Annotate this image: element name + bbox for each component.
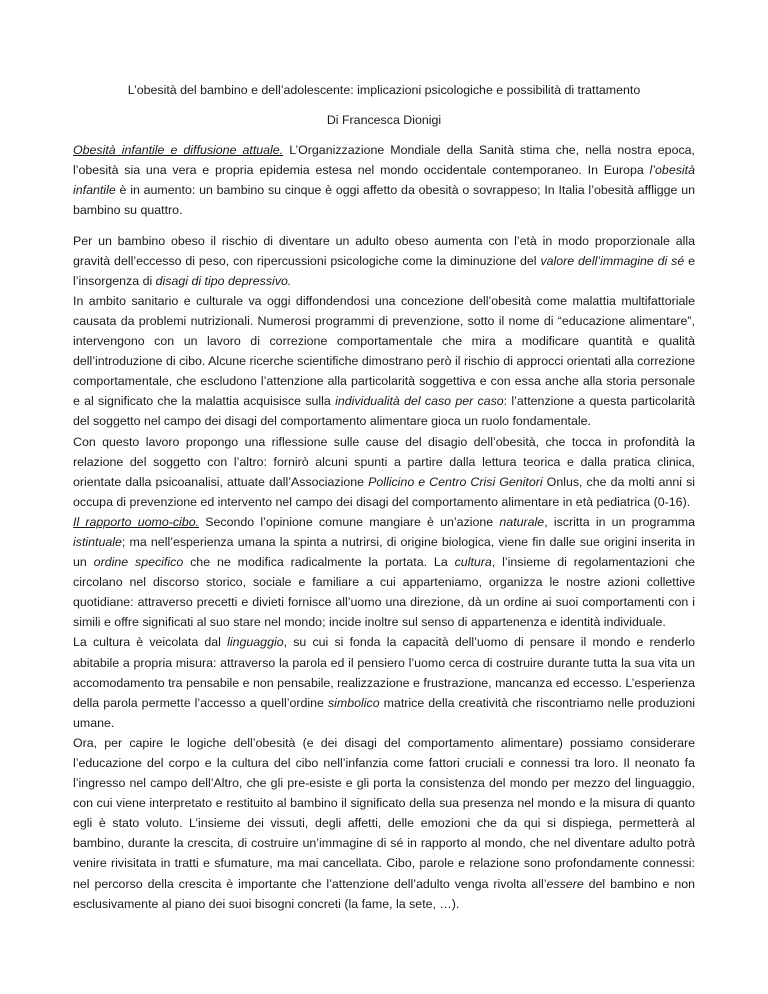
text-span: In ambito sanitario e culturale va oggi diffondendosi una concezione dell’obesità come malattia multifattoriale causata da problemi nutrizionali. Numerosi programmi di prevenzione, sotto il nome di “educazione alimentare”, intervengono con un lavoro di correzione comportamentale che mira a modificare quantità e qualità dell’introduzione di cibo. Alcune ricerche scientifiche dimostrano però il rischio di approcci orientati alla correzione comportamentale, che escludono l’attenzione alla particolarità soggettiva e con essa anche alla storia personale e al significato che la malattia acquisisce sulla bbox=[73, 293, 695, 409]
text-span: L’Organizzazione Mondiale della Sanità stima che, nella nostra epoca, l’obesità sia una vera e propria epidemia estesa nel mondo occidentale contemporaneo. In Europa bbox=[73, 143, 695, 178]
document-author: Di Francesca Dionigi bbox=[326, 113, 442, 128]
text-span: matrice della creatività che riscontriamo nelle produzioni umane. bbox=[73, 695, 695, 730]
paragraph-risk bbox=[73, 231, 695, 291]
paragraph-proposal bbox=[73, 432, 695, 512]
text-span: , su cui si fonda la capacità dell’uomo di pensare il mondo e renderlo abitabile a propria misura: attraverso la parola ed il pensiero l’uomo cerca di costruire durante tutta la sua vita un accomodamento tra pensabile e non pensabile, realizzazione e frustrazione, mancanza ed eccesso. L’esperienza della parola permette l’accesso a quell’ordine bbox=[73, 635, 695, 710]
paragraph-education bbox=[73, 733, 695, 914]
italic-span: ordine specifico bbox=[93, 555, 184, 570]
text-span: Onlus, che da molti anni si occupa di prevenzione ed intervento nel campo dei disagi del comportamento alimentare in età pediatrica (0-16). bbox=[73, 474, 696, 509]
paragraph-man-food bbox=[73, 512, 695, 633]
italic-span: linguaggio bbox=[227, 635, 284, 650]
text-span: che ne modifica radicalmente la portata. La bbox=[183, 555, 455, 570]
text-span: Con questo lavoro propongo una riflessione sulle cause del disagio dell’obesità, che tocca in profondità la relazione del soggetto con l’altro: fornirò alcuni spunti a partire dalla lettura teorica e dalla pratica clinica, orientate dalla psicoanalisi, attuate dall’Associazione bbox=[73, 434, 695, 489]
paragraph-health-context bbox=[73, 291, 695, 432]
italic-span: individualità del caso per caso bbox=[335, 394, 504, 409]
italic-span: l’obesità infantile bbox=[73, 163, 695, 198]
document-title: L’obesità del bambino e dell’adolescente: implicazioni psicologiche e possibilità di trattamento bbox=[127, 83, 641, 97]
paragraph-intro bbox=[73, 140, 695, 220]
text-span: ; ma nell’esperienza umana la spinta a nutrirsi, di origine biologica, viene fin dalle sue origini inserita in un bbox=[73, 534, 695, 570]
italic-span: disagi di tipo depressivo. bbox=[155, 273, 292, 288]
text-span: Ora, per capire le logiche dell’obesità (e dei disagi del comportamento alimentare) possiamo considerare l’educazione del corpo e la cultura del cibo nell’infanzia come fattori cruciali e connessi tra loro. Il neonato fa l’ingresso nel campo dell’Altro, che gli pre-esiste e gli porta la consistenza del mondo per mezzo del linguaggio, con cui viene interpretato e restituito al bambino il significato della sua presenza nel mondo e la misura di quanto egli è stato voluto. L’insieme dei vissuti, degli affetti, delle emozioni che da qui si dispiega, permetterà al bambino, durante la crescita, di costruire un’immagine di sé in rapporto al mondo, che nel diventare adulto potrà venire rivisitata in tratti e sfumature, ma mai cancellata. Cibo, parole e relazione sono profondamente connessi: nel percorso della crescita è importante che l’attenzione dell’adulto venga rivolta all’ bbox=[73, 735, 695, 891]
paragraph-language bbox=[73, 632, 695, 732]
italic-span: valore dell’immagine di sé bbox=[540, 253, 685, 268]
section-heading-obesity: Obesità infantile e diffusione attuale. bbox=[73, 143, 284, 158]
italic-span: essere bbox=[546, 876, 584, 891]
text-span: La cultura è veicolata dal bbox=[73, 635, 228, 650]
italic-span: Pollicino e Centro Crisi Genitori bbox=[368, 474, 543, 489]
text-span: , iscritta in un programma bbox=[544, 514, 696, 529]
text-span: del bambino e non esclusivamente al piano dei suoi bisogni concreti (la fame, la sete, …). bbox=[73, 876, 695, 911]
section-heading-man-food: Il rapporto uomo-cibo. bbox=[73, 514, 200, 529]
italic-span: simbolico bbox=[327, 695, 380, 710]
text-span: Secondo l’opinione comune mangiare è un’azione bbox=[199, 514, 500, 529]
text-span: e l’insorgenza di bbox=[73, 253, 696, 288]
text-span: Per un bambino obeso il rischio di diventare un adulto obeso aumenta con l’età in modo proporzionale alla gravità dell’eccesso di peso, con ripercussioni psicologiche come la diminuzione del bbox=[73, 233, 695, 268]
italic-span: naturale bbox=[499, 514, 545, 529]
italic-span: istintuale bbox=[73, 534, 122, 549]
text-span: : l’attenzione a questa particolarità del soggetto nel campo dei disagi del comportamento alimentare gioca un ruolo fondamentale. bbox=[73, 394, 695, 429]
text-span: , l’insieme di regolamentazioni che circolano nel discorso storico, sociale e familiare a cui apparteniamo, organizza le nostre azioni collettive quotidiane: attraverso precetti e divieti fornisce all’uomo una direzione, dà un ordine ai suoi comportamenti con i simili e offre significati al suo stare nel mondo; incide inoltre sul senso di appartenenza e identità individuale. bbox=[73, 555, 695, 630]
text-span: è in aumento: un bambino su cinque è oggi affetto da obesità o sovrappeso; In Italia l’obesità affligge un bambino su quattro. bbox=[73, 183, 695, 218]
italic-span: cultura bbox=[454, 555, 492, 570]
